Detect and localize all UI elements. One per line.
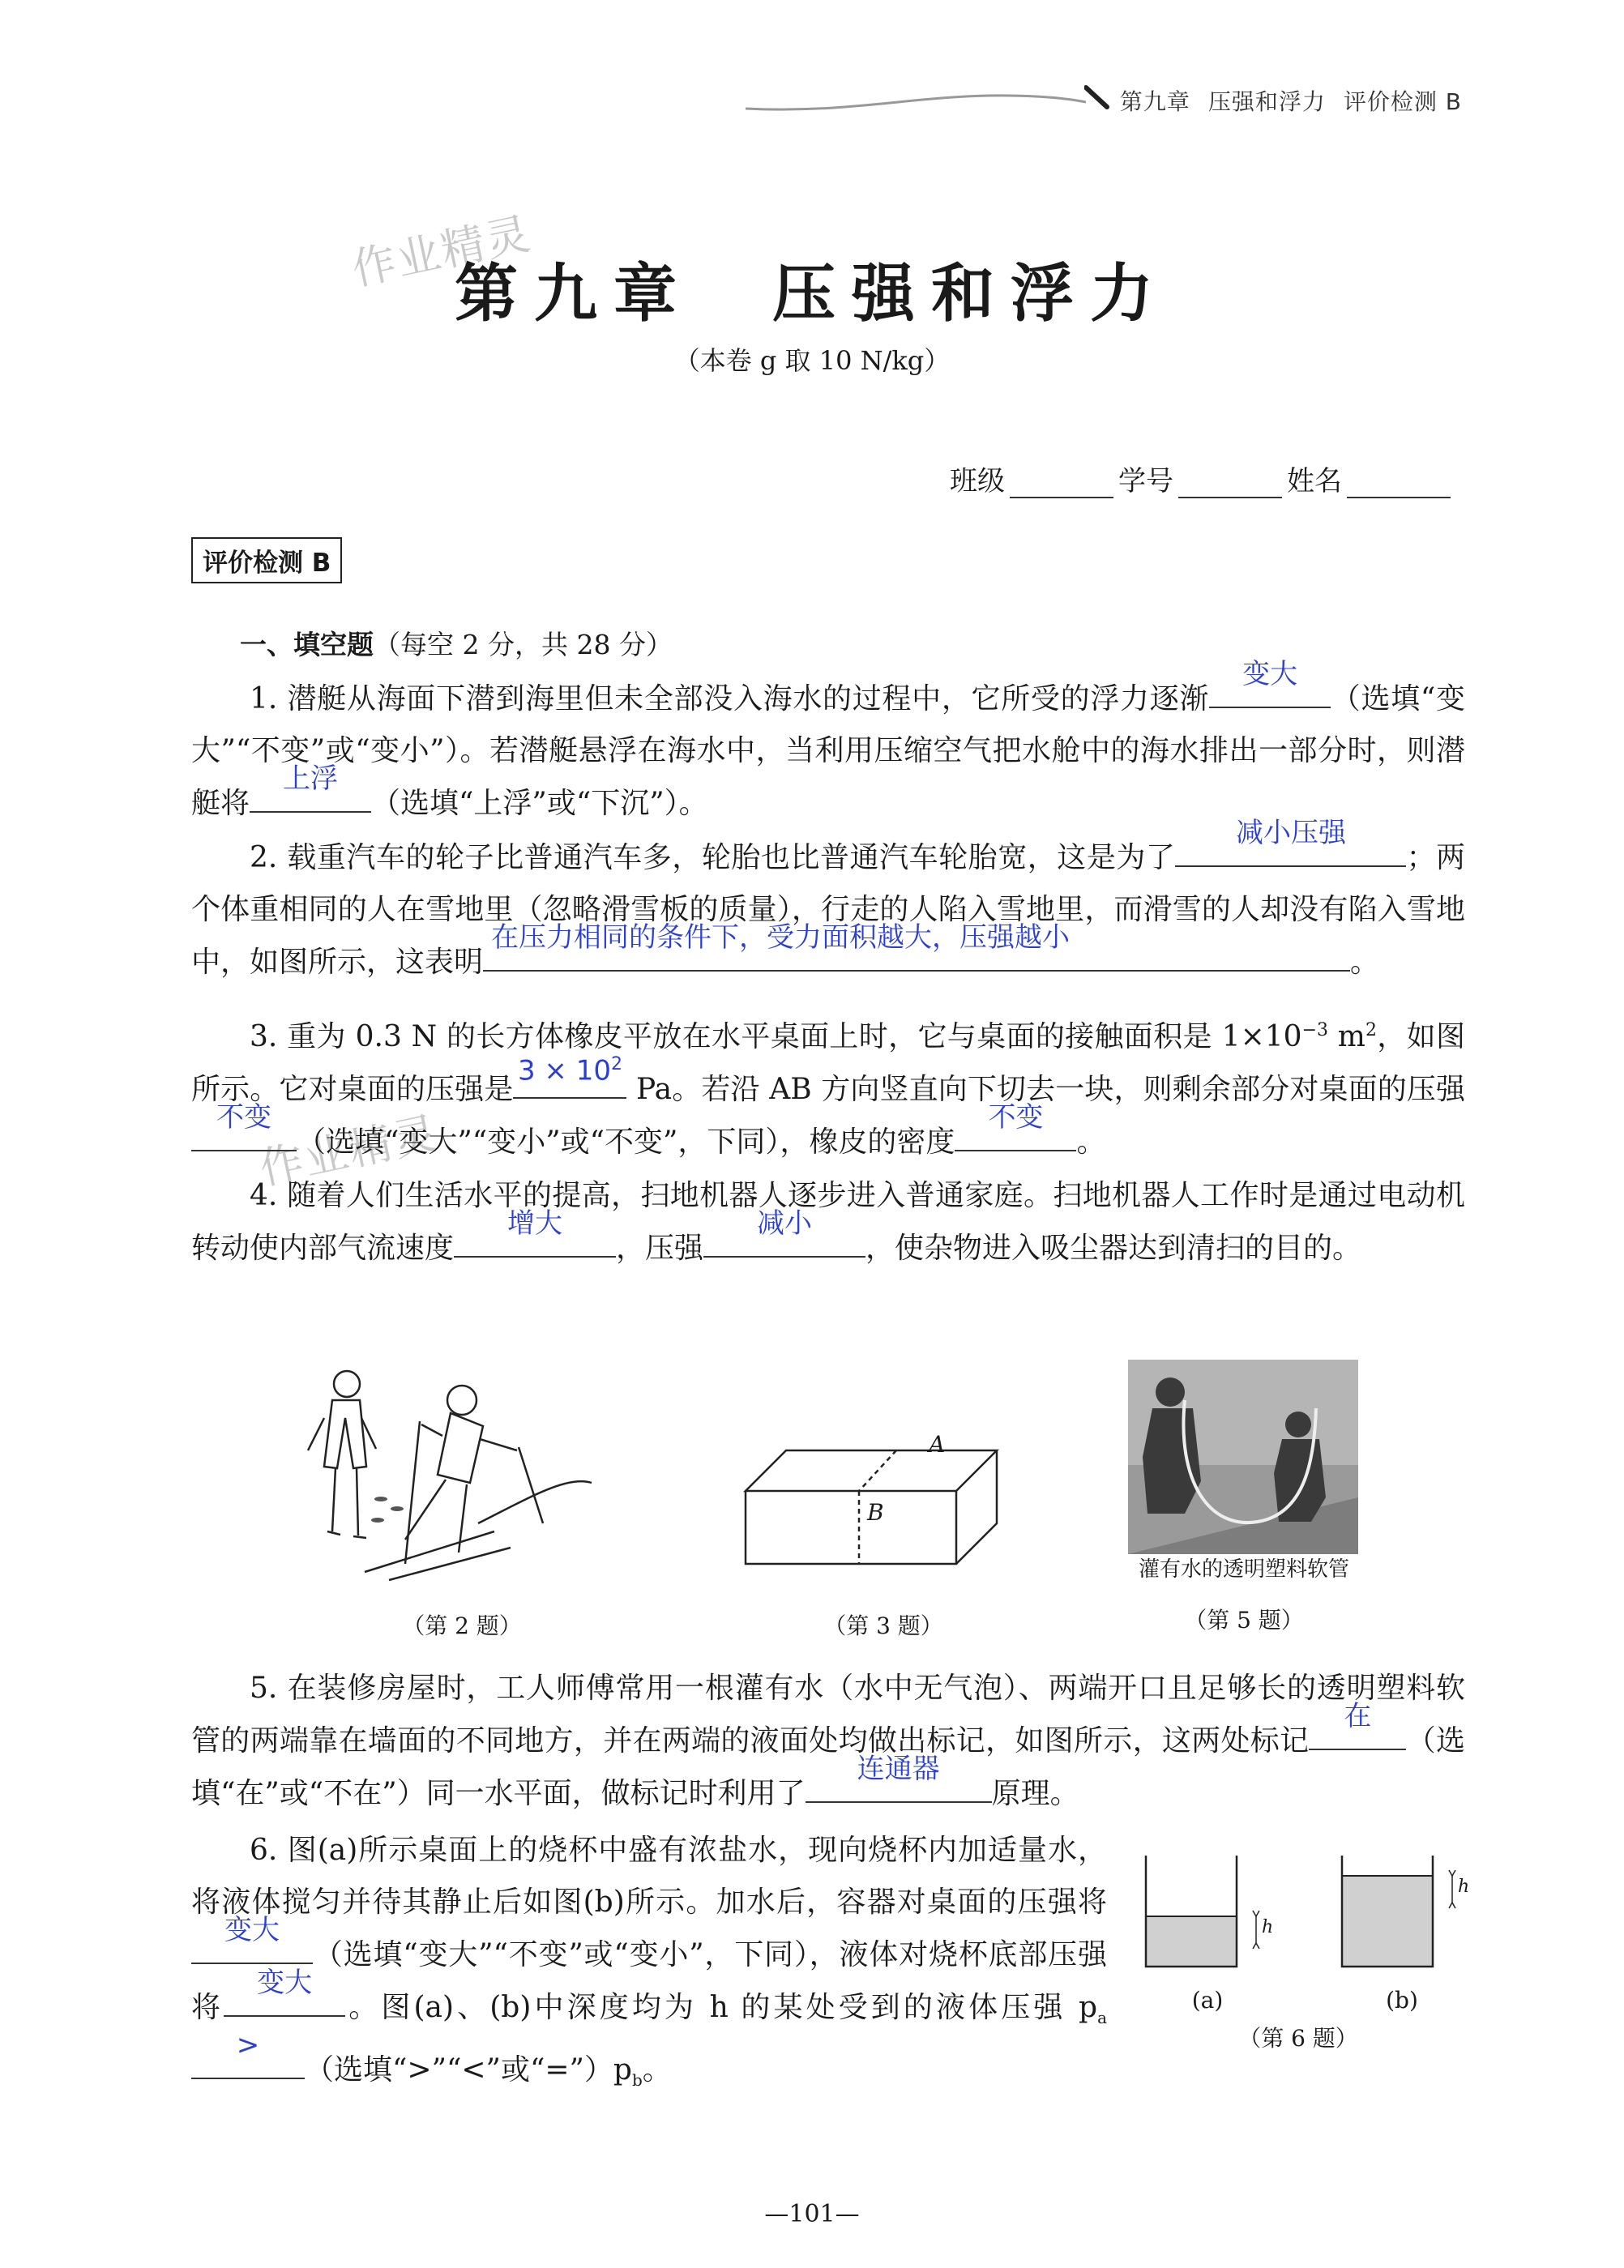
- pen-icon: [1084, 84, 1112, 112]
- question-4: [191, 1170, 1465, 1275]
- q2-answer-2: 在压力相同的条件下，受力面积越大，压强越小: [491, 921, 1071, 954]
- section-title: 一、填空题: [240, 629, 374, 660]
- q1-blank-1[interactable]: [1209, 658, 1331, 708]
- q3-text-1c: ，如图所示。它对桌面的压强是: [191, 1020, 1465, 1106]
- q4-answer-2: 减小: [757, 1207, 813, 1240]
- q4-text-2: ，压强: [616, 1232, 704, 1265]
- q1-text-1: 1. 潜艇从海面下潜到海里但未全部没入海水的过程中，它所受的浮力逐渐: [250, 682, 1210, 715]
- header-chapter: 第九章: [1119, 88, 1190, 115]
- figure-6-caption: （第 6 题）: [1238, 2025, 1358, 2052]
- q3-text-4: 。: [1076, 1125, 1106, 1159]
- header-decoration: [746, 81, 1086, 113]
- q5-text-1: 5. 在装修房屋时，工人师傅常用一根灌有水（水中无气泡）、两端开口且足够长的透明塑料软管的两端靠在墙面的不同地方，并在两端的液面处均做出标记，如图所示，这两处标记: [191, 1672, 1465, 1758]
- figure-6-label-a: (a): [1191, 1987, 1224, 2014]
- q5-blank-2[interactable]: [806, 1753, 992, 1803]
- figure-3-label-b: B: [867, 1499, 884, 1526]
- q6-subscript-b: b: [631, 2070, 643, 2091]
- q6-text-4: （选填“>”“<”或“=”）p: [305, 2053, 632, 2087]
- q2-text-2: ；两个体重相同的人在雪地里（忽略滑雪板的质量），行走的人陷入雪地里，而滑雪的人却没有陷入雪地中，如图所示，这表明: [191, 841, 1465, 979]
- page-title: 第九章 压强和浮力: [454, 258, 1169, 331]
- question-2: [191, 817, 1465, 989]
- student-info: [950, 459, 1455, 498]
- q1-text-3: （选填“上浮”或“下沉”）。: [371, 787, 708, 820]
- class-field[interactable]: [1010, 472, 1113, 498]
- q4-blank-2[interactable]: [703, 1207, 865, 1258]
- question-5: [191, 1663, 1465, 1820]
- q3-answer-1-exp: 2: [610, 1054, 622, 1074]
- q6-answer-2: 变大: [257, 1967, 313, 1999]
- watermark-top: 作业精灵: [347, 207, 536, 296]
- q3-exponent-1: −3: [1301, 1020, 1329, 1040]
- page-subtitle: （本卷 g 取 10 N/kg）: [673, 345, 951, 376]
- q4-blank-1[interactable]: [454, 1207, 616, 1258]
- figure-6-h-label-a: h: [1262, 1917, 1274, 1937]
- q3-answer-2: 不变: [216, 1101, 271, 1134]
- class-label: 班级: [950, 465, 1005, 498]
- question-6: [191, 1825, 1107, 2106]
- q6-text-3: 。图(a)、(b)中深度均为 h 的某处受到的液体压强 p: [345, 1991, 1098, 2024]
- figure-3-caption: （第 3 题）: [823, 1612, 943, 1639]
- watermark-mid: 作业精灵: [254, 1107, 443, 1195]
- q5-blank-1[interactable]: [1309, 1700, 1406, 1750]
- q6-text-1: 6. 图(a)所示桌面上的烧杯中盛有浓盐水，现向烧杯内加适量水，将液体搅匀并待其静止后如图(b)所示。加水后，容器对桌面的压强将: [191, 1834, 1107, 1919]
- q2-blank-1[interactable]: [1175, 817, 1406, 867]
- q1-blank-2[interactable]: [250, 762, 371, 813]
- q3-text-1: 3. 重为 0.3 N 的长方体橡皮平放在水平桌面上时，它与桌面的接触面积是 1×10: [250, 1020, 1302, 1053]
- q3-answer-3: 不变: [988, 1101, 1044, 1134]
- header-test: 评价检测 B: [1343, 88, 1462, 115]
- q5-text-2: （选填“在”或“不在”）同一水平面，做标记时利用了: [191, 1724, 1465, 1810]
- q5-text-3: 原理。: [991, 1777, 1079, 1810]
- question-3: [191, 1005, 1465, 1168]
- q4-text-3: ，使杂物进入吸尘器达到清扫的目的。: [865, 1232, 1362, 1265]
- figure-5-caption: （第 5 题）: [1184, 1607, 1304, 1634]
- q3-text-3: （选填“变大”“变小”或“不变”，下同），橡皮的密度: [297, 1125, 955, 1159]
- header-topic: 压强和浮力: [1207, 88, 1326, 115]
- q4-answer-1: 增大: [507, 1207, 563, 1240]
- q3-answer-1: [513, 1039, 626, 1096]
- page-number: —101—: [764, 2200, 860, 2228]
- id-label: 学号: [1118, 465, 1173, 498]
- figure-2-caption: （第 2 题）: [402, 1612, 522, 1639]
- q1-text-2: （选填“变大”“不变”或“变小”）。若潜艇悬浮在海水中，当利用压缩空气把水舱中的海水排出一部分时，则潜艇将: [191, 682, 1466, 820]
- figure-6-label-b: (b): [1386, 1987, 1418, 2014]
- q5-answer-1: 在: [1344, 1700, 1372, 1732]
- q1-answer-2: 上浮: [283, 762, 339, 795]
- figure-5-photo: [1128, 1360, 1358, 1554]
- q3-answer-1-base: 3 × 10: [517, 1054, 611, 1087]
- figure-2-skiers: [300, 1361, 608, 1596]
- q3-text-2: Pa。若沿 AB 方向竖直向下切去一块，则剩余部分对桌面的压强: [626, 1073, 1465, 1106]
- q1-answer-1: 变大: [1242, 658, 1298, 690]
- q6-answer-3: >: [236, 2029, 260, 2062]
- section-heading: [240, 624, 673, 662]
- figure-6-beakers: [1135, 1839, 1475, 1977]
- running-header: [1120, 84, 1462, 117]
- q6-subscript-a: a: [1097, 2008, 1107, 2028]
- name-field[interactable]: [1347, 472, 1451, 498]
- q3-blank-3[interactable]: [955, 1101, 1076, 1151]
- q3-text-1b: m: [1328, 1020, 1365, 1053]
- figure-6-h-label-b: h: [1458, 1877, 1470, 1897]
- test-badge: 评价检测 B: [191, 537, 342, 583]
- name-label: 姓名: [1287, 465, 1342, 498]
- q4-text-1: 4. 随着人们生活水平的提高，扫地机器人逐步进入普通家庭。扫地机器人工作时是通过电动机转动使内部气流速度: [191, 1179, 1465, 1265]
- q6-blank-3[interactable]: [191, 2029, 305, 2079]
- id-field[interactable]: [1178, 472, 1282, 498]
- question-1: [191, 658, 1466, 830]
- figure-3-label-a: A: [929, 1431, 946, 1458]
- q2-text-3: 。: [1350, 946, 1380, 979]
- q3-blank-2[interactable]: [191, 1101, 297, 1151]
- q2-answer-1: 减小压强: [1235, 817, 1346, 849]
- q3-blank-1[interactable]: [513, 1054, 626, 1099]
- q6-blank-2[interactable]: [224, 1967, 345, 2017]
- q6-text-5: 。: [642, 2053, 672, 2087]
- q6-answer-1: 变大: [224, 1914, 280, 1946]
- q2-blank-2[interactable]: [483, 921, 1350, 972]
- figure-5-label: 灌有水的透明塑料软管: [1138, 1557, 1349, 1582]
- q3-exponent-2: 2: [1365, 1020, 1377, 1040]
- q6-text-2: （选填“变大”“不变”或“变小”，下同），液体对烧杯底部压强将: [191, 1938, 1107, 2024]
- q5-answer-2: 连通器: [857, 1753, 940, 1785]
- q2-text-1: 2. 载重汽车的轮子比普通汽车多，轮胎也比普通汽车轮胎宽，这是为了: [250, 841, 1176, 874]
- section-note: （每空 2 分，共 28 分）: [374, 629, 673, 660]
